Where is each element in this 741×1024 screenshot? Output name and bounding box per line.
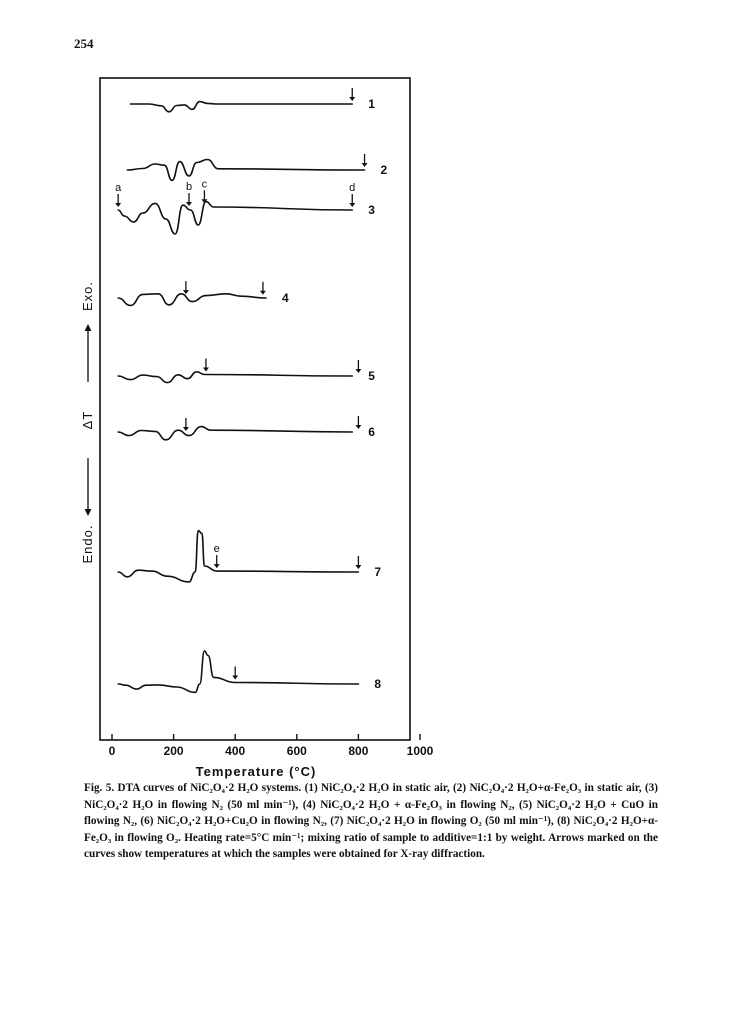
curve-group-7 — [118, 531, 381, 582]
curve-2 — [127, 160, 364, 181]
y-axis-label — [80, 281, 95, 564]
arrow-label-a: a — [115, 182, 122, 194]
x-axis-label: Temperature (°C) — [195, 764, 317, 779]
curve-group-8 — [118, 651, 381, 692]
curve-6 — [118, 427, 352, 440]
page-number: 254 — [74, 36, 94, 51]
y-label-delta: ΔT — [80, 410, 95, 430]
arrowhead-4-1 — [260, 291, 266, 295]
x-tick-label-800: 800 — [348, 744, 369, 758]
arrow-label-e: e — [213, 543, 220, 556]
x-tick-label-600: 600 — [286, 744, 307, 758]
arrowhead-6-1 — [355, 425, 361, 429]
curve-group-3 — [115, 178, 375, 234]
curve-7 — [118, 531, 358, 582]
curve-number-8: 8 — [374, 677, 382, 691]
arrowhead-4-0 — [183, 290, 189, 294]
x-tick-label-1000: 1000 — [406, 744, 434, 758]
curve-number-2: 2 — [380, 163, 388, 177]
arrow-label-d: d — [349, 182, 356, 194]
y-label-exo: Exo. — [80, 280, 95, 312]
figure-caption — [84, 780, 658, 863]
curve-5 — [118, 372, 352, 383]
arrowhead-6-0 — [183, 427, 189, 431]
curve-1 — [130, 102, 352, 112]
curve-number-3: 3 — [368, 203, 375, 217]
caption-text: Fig. 5. DTA curves of NiC₂O₄·2 H₂O systems. (1) NiC₂O₄·2 H₂O in static air, (2) NiC₂O₄·2 H₂O+α-Fe₂O₃ in static air, (3) NiC₂O₄·2 H₂O in flowing N₂ (50 ml min⁻¹), (4) NiC₂O₄·2 H₂O + α-Fe₂O₃ in flowing N₂, (5) NiC₂O₄·2 H₂O + CuO in flowing N₂, (6) NiC₂O₄·2 H₂O+Cu₂O in flowing N₂, (7) NiC₂O₄·2 H₂O in flowing O₂ (50 ml min⁻¹), (8) NiC₂O₄·2 H₂O+α-Fe₂O₃ in flowing O₂. Heating rate=5°C min⁻¹; mixing ratio of sample to additive=1:1 by weight. Arrows marked on the curves show temperatures at which the samples were obtained for X-ray diffraction. — [84, 782, 658, 861]
curve-3 — [118, 202, 352, 234]
arrowhead-7-1 — [355, 565, 361, 569]
x-tick-label-400: 400 — [225, 744, 246, 758]
curve-number-6: 6 — [368, 425, 375, 439]
arrowhead-2-0 — [362, 163, 368, 167]
arrowhead-5-0 — [203, 368, 209, 372]
curve-4 — [118, 294, 266, 306]
x-tick-label-200: 200 — [163, 744, 184, 758]
curve-group-6 — [118, 416, 375, 440]
curve-group-1 — [130, 88, 375, 112]
curve-group-5 — [118, 359, 375, 383]
arrowhead-5-1 — [355, 369, 361, 373]
curve-number-4: 4 — [282, 291, 289, 305]
y-label-endo: Endo. — [80, 524, 95, 564]
arrowhead-3-0 — [115, 203, 121, 207]
y-label-endo-arrowhead — [85, 509, 92, 516]
arrowhead-3-1 — [186, 202, 192, 206]
curve-8 — [118, 651, 358, 692]
arrow-label-c: c — [201, 178, 208, 191]
curve-group-4 — [118, 281, 289, 305]
curve-number-5: 5 — [368, 369, 375, 383]
arrowhead-1-0 — [349, 97, 355, 101]
arrowhead-8-0 — [232, 676, 238, 680]
y-label-exo-arrowhead — [85, 324, 92, 331]
x-tick-label-0: 0 — [108, 744, 116, 758]
arrowhead-3-3 — [349, 203, 355, 207]
dta-curves — [115, 88, 387, 692]
arrow-label-b: b — [185, 181, 193, 194]
curve-number-7: 7 — [374, 565, 382, 579]
curve-group-2 — [127, 154, 387, 181]
arrowhead-7-0 — [214, 564, 220, 568]
plot-frame — [100, 78, 410, 740]
curve-number-1: 1 — [368, 97, 375, 111]
x-ticks — [109, 734, 434, 758]
